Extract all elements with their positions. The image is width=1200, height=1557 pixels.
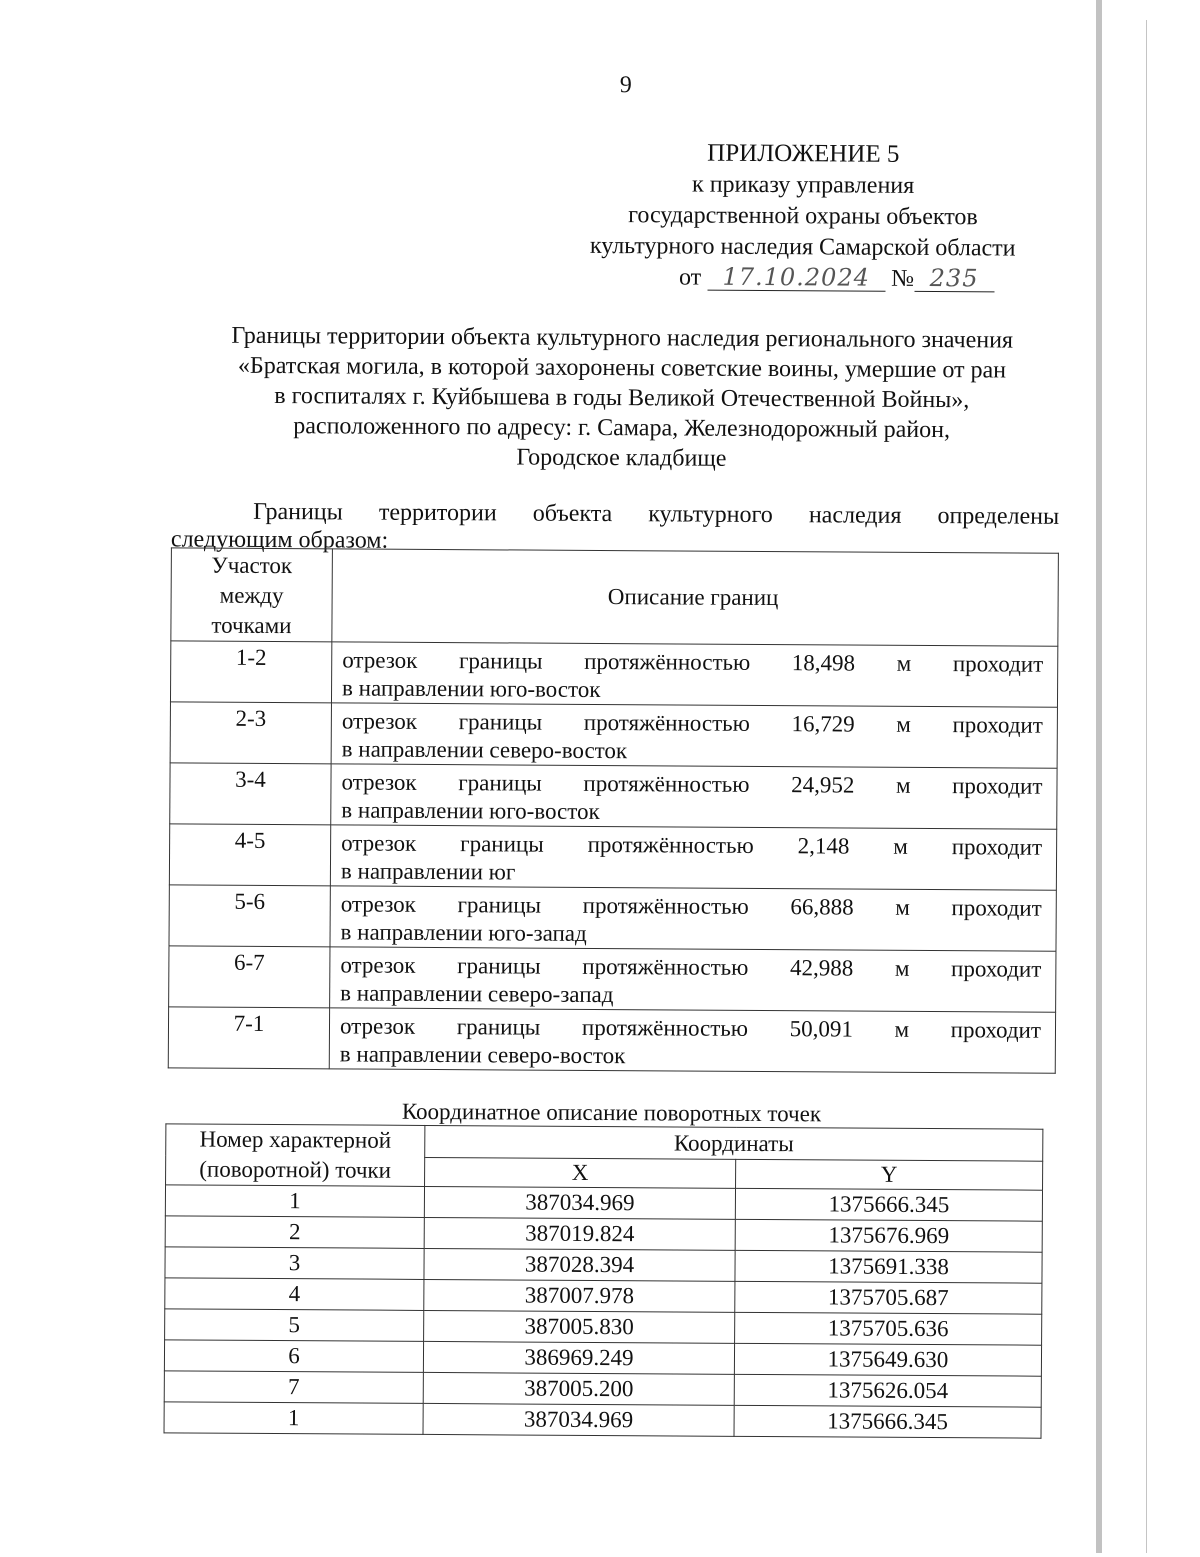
table-row (165, 1216, 1042, 1252)
coord-x: 387028.394 (424, 1248, 735, 1281)
desc-word: границы (457, 892, 542, 918)
segment-length: 42,988 (789, 955, 854, 981)
point-number: 2 (165, 1216, 424, 1249)
desc-word: отрезок (339, 1013, 416, 1039)
table-row (165, 1278, 1042, 1314)
desc-word: проходит (952, 712, 1043, 738)
desc-word: проходит (951, 834, 1043, 860)
title-line: «Братская могила, в которой захоронены советские воины, умершие от ран (237, 352, 1007, 384)
coord-x: 387034.969 (423, 1403, 734, 1436)
segment-direction: в направлении юг (340, 858, 516, 885)
point-number: 1 (164, 1402, 423, 1435)
order-number-field (914, 266, 994, 292)
table-row (168, 1007, 1055, 1073)
intro-line: Границы территории объекта культурного наследия определены (253, 498, 1060, 530)
unit: м (896, 650, 912, 676)
segment-cell: 7-1 (168, 1007, 329, 1069)
description-cell (330, 825, 1056, 890)
title-line: Городское кладбище (516, 444, 727, 472)
segment-direction: в направлении юго-восток (341, 675, 601, 703)
table-row (164, 1371, 1041, 1407)
description-cell (331, 764, 1057, 829)
desc-word: отрезок (341, 769, 417, 795)
desc-word: проходит (950, 1017, 1042, 1043)
segment-cell: 3-4 (170, 763, 331, 825)
segment-direction: в направлении северо-запад (340, 980, 614, 1008)
coord-x: 387019.824 (424, 1217, 735, 1250)
desc-word: протяжённостью (587, 831, 754, 858)
point-number: 5 (165, 1309, 424, 1342)
desc-word: границы (460, 831, 544, 857)
header-description: Описание границ (332, 549, 1059, 646)
table-row (164, 1340, 1041, 1376)
unit: м (895, 894, 910, 920)
header-text: Участок (211, 552, 293, 579)
unit: м (896, 711, 911, 737)
point-number: 7 (164, 1371, 423, 1404)
title-line: Границы территории объекта культурного наследия регионального значения (231, 322, 1014, 354)
coord-x: 387007.978 (424, 1279, 735, 1312)
appendix-title: ПРИЛОЖЕНИЕ 5 (707, 139, 900, 168)
description-cell (331, 703, 1057, 768)
header-segment (171, 548, 333, 642)
coord-y: 1375666.345 (735, 1188, 1042, 1221)
desc-word: протяжённостью (583, 709, 750, 736)
point-number: 6 (164, 1340, 423, 1373)
coord-x: 387005.200 (423, 1372, 734, 1405)
appendix-line: государственной охраны объектов (628, 202, 978, 231)
appendix-header (552, 136, 1053, 296)
handwritten-date: 17.10.2024 (722, 262, 870, 292)
desc-word: границы (458, 770, 542, 796)
desc-word: отрезок (340, 952, 416, 978)
desc-word: отрезок (341, 708, 418, 734)
desc-word: отрезок (342, 647, 418, 673)
desc-word: границы (456, 1014, 541, 1040)
desc-word: проходит (952, 773, 1043, 799)
coord-y: 1375626.054 (734, 1374, 1041, 1407)
title-line: в госпиталях г. Куйбышева в годы Великой Отечественной Войны», (274, 383, 970, 414)
table-row (170, 641, 1057, 707)
segment-direction: в направлении юго-запад (340, 919, 587, 946)
segment-length: 2,148 (797, 833, 850, 859)
coord-x: 387005.830 (424, 1310, 735, 1343)
handwritten-number: 235 (929, 264, 979, 293)
coord-y: 1375676.969 (735, 1219, 1042, 1252)
segment-cell: 6-7 (169, 946, 330, 1008)
coord-y: 1375666.345 (734, 1405, 1041, 1438)
intro-line: следующим образом: (170, 526, 389, 554)
segment-cell: 2-3 (170, 702, 331, 764)
desc-word: границы (457, 953, 541, 979)
point-number: 1 (165, 1185, 424, 1218)
segment-cell: 5-6 (169, 885, 330, 947)
unit: м (894, 955, 910, 981)
description-cell (330, 947, 1056, 1012)
coord-y: 1375705.687 (735, 1281, 1042, 1314)
header-text: между (219, 582, 284, 609)
desc-word: протяжённостью (584, 648, 751, 675)
desc-word: отрезок (340, 891, 416, 917)
segment-direction: в направлении северо-восток (341, 736, 628, 764)
table-row (169, 946, 1056, 1012)
order-date-number (679, 262, 994, 295)
segment-length: 50,091 (789, 1016, 853, 1042)
desc-word: проходит (950, 956, 1042, 982)
document-title (181, 320, 1062, 475)
header-x: X (425, 1157, 736, 1188)
table-row (170, 763, 1057, 829)
point-number: 3 (165, 1247, 424, 1280)
coordinates-caption: Координатное описание поворотных точек (401, 1098, 822, 1127)
desc-word: границы (458, 709, 543, 735)
desc-word: отрезок (341, 830, 417, 856)
unit: м (894, 1016, 910, 1042)
segment-length: 66,888 (790, 894, 854, 920)
page-number: 9 (619, 72, 632, 99)
segment-cell: 1-2 (170, 641, 331, 703)
appendix-line: культурного наследия Самарской области (589, 232, 1016, 262)
coord-x: 386969.249 (423, 1341, 734, 1374)
table-row (169, 885, 1056, 951)
desc-word: протяжённостью (582, 953, 749, 980)
table-row (165, 1247, 1042, 1283)
table-row (169, 824, 1056, 890)
table-row (164, 1402, 1041, 1438)
header-point-number (166, 1124, 425, 1187)
segment-direction: в направлении юго-восток (341, 797, 600, 824)
appendix-line: к приказу управления (691, 171, 915, 199)
number-sign: № (891, 265, 915, 292)
header-text: Номер характерной (199, 1126, 392, 1153)
desc-word: протяжённостью (583, 770, 750, 797)
description-cell (329, 1008, 1055, 1073)
segment-direction: в направлении северо-восток (339, 1041, 626, 1069)
point-number: 4 (165, 1278, 424, 1311)
coord-y: 1375691.338 (735, 1250, 1042, 1283)
desc-word: проходит (951, 895, 1042, 921)
table-header-row (171, 548, 1059, 646)
date-prefix: от (678, 264, 702, 291)
table-row (165, 1185, 1042, 1221)
segment-length: 24,952 (791, 772, 855, 798)
desc-word: протяжённостью (581, 1014, 749, 1041)
desc-word: границы (458, 648, 543, 674)
segment-length: 16,729 (791, 711, 855, 737)
description-cell (330, 886, 1056, 951)
desc-word: протяжённостью (582, 892, 749, 919)
segment-length: 18,498 (791, 650, 856, 676)
order-date-field (707, 262, 885, 292)
header-y: Y (736, 1159, 1043, 1190)
title-line: расположенного по адресу: г. Самара, Железнодорожный район, (293, 413, 951, 444)
table-row (170, 702, 1057, 768)
table-row (165, 1309, 1042, 1345)
coord-y: 1375649.630 (734, 1343, 1041, 1376)
boundaries-table (168, 547, 1059, 1073)
segment-cell: 4-5 (169, 824, 330, 886)
header-coordinates: Координаты (425, 1125, 1043, 1160)
coord-y: 1375705.636 (735, 1312, 1042, 1345)
table-header-row (166, 1124, 1043, 1161)
unit: м (895, 772, 911, 798)
coord-x: 387034.969 (424, 1186, 735, 1219)
description-cell (331, 642, 1057, 707)
coordinates-table (164, 1123, 1044, 1438)
header-text: (поворотной) точки (199, 1156, 392, 1183)
unit: м (893, 833, 908, 859)
desc-word: проходит (952, 651, 1044, 677)
header-text: точками (211, 612, 292, 639)
